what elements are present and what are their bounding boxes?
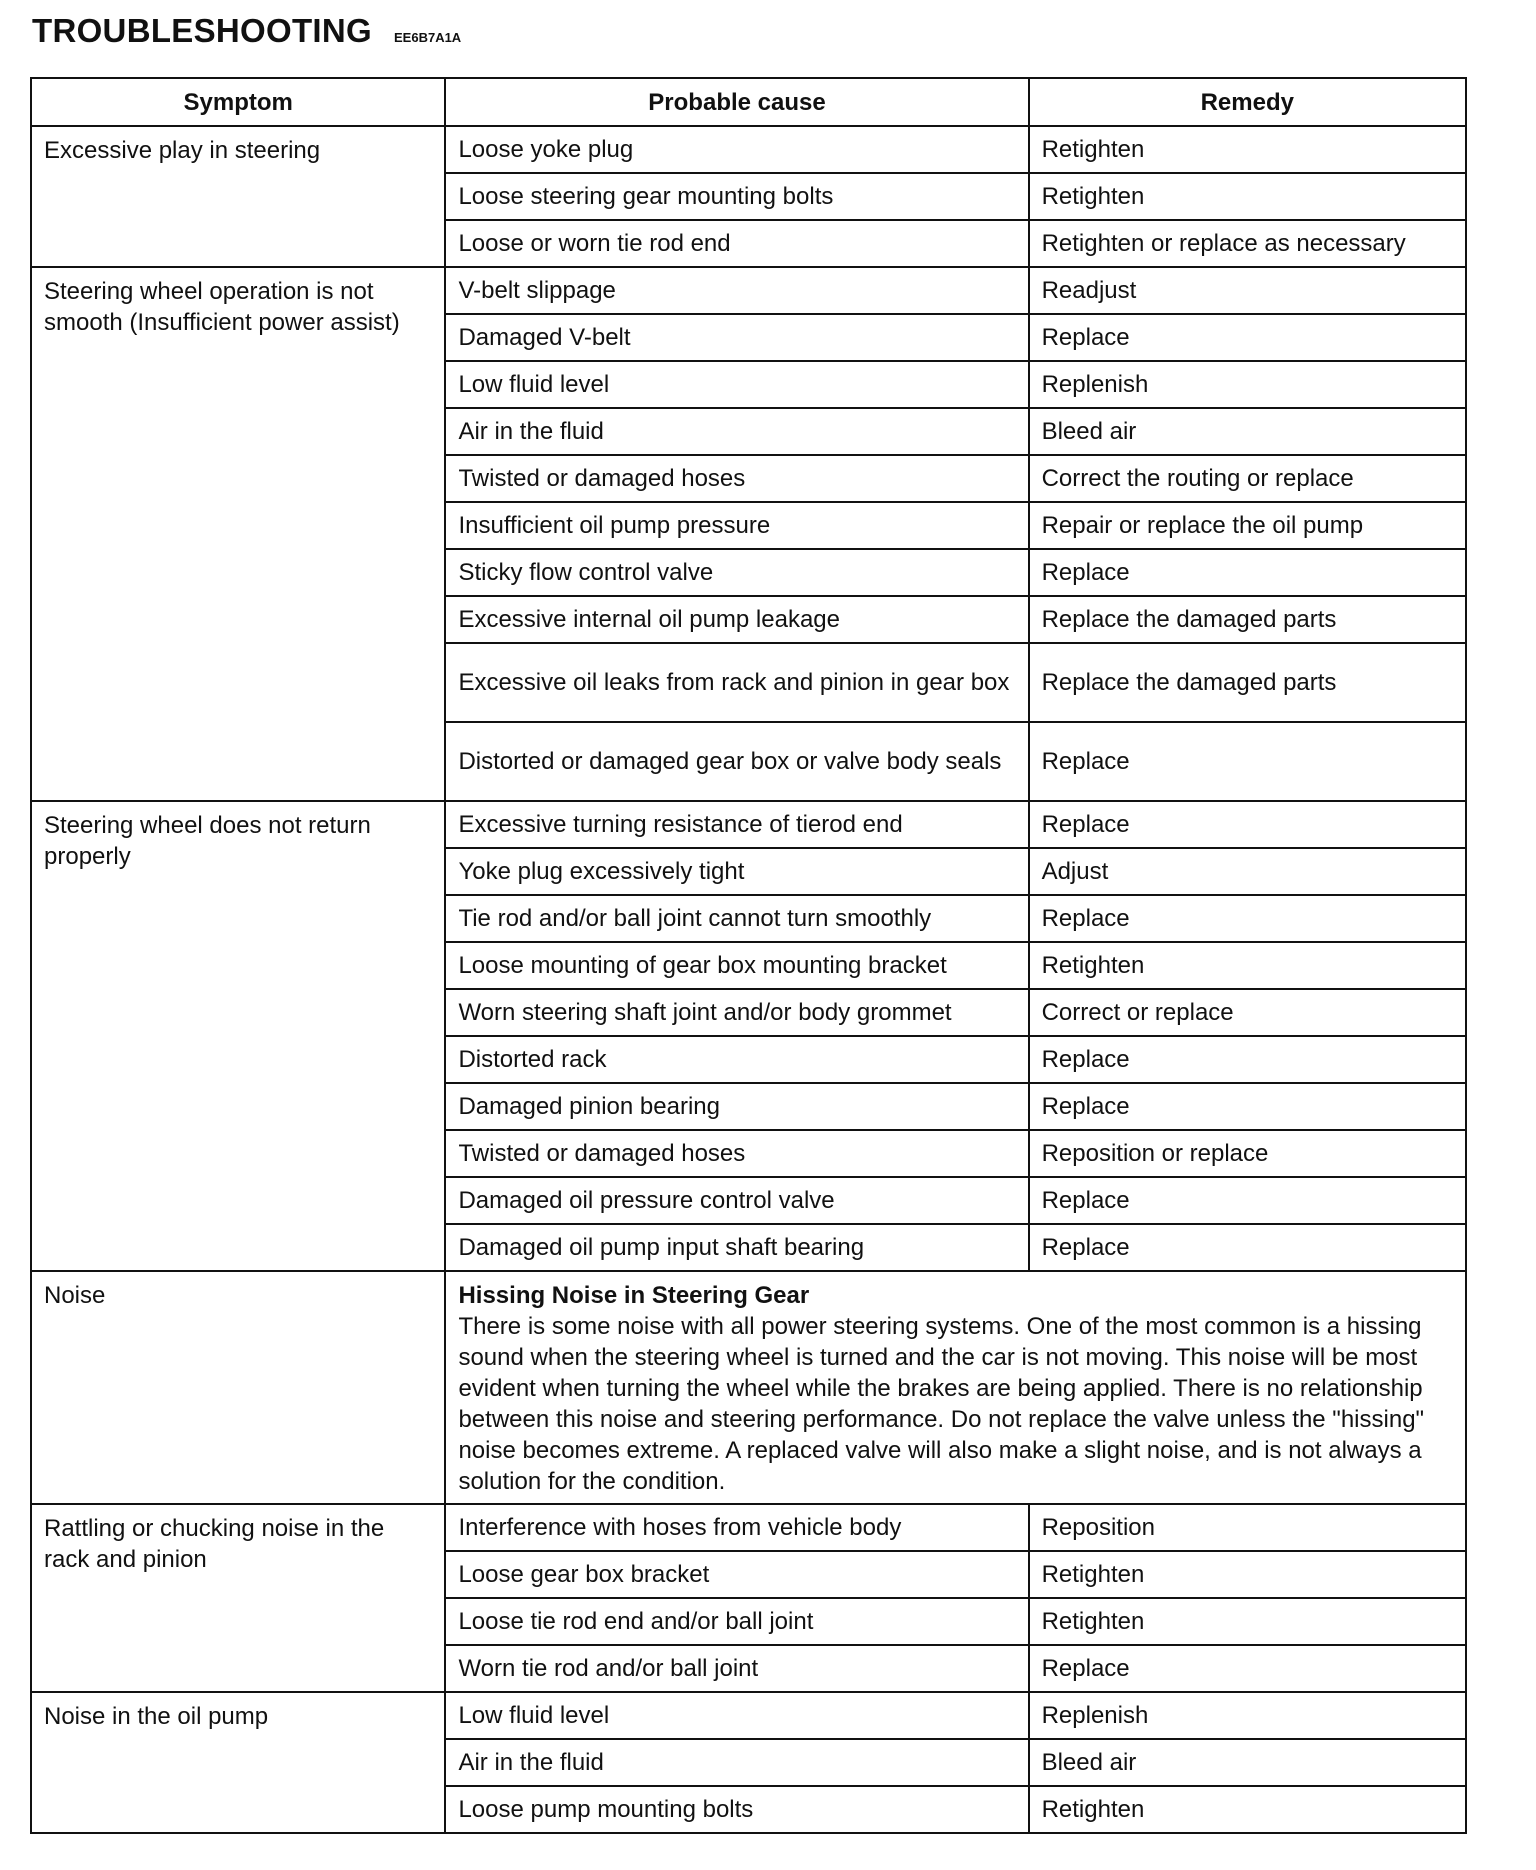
remedy-cell: Replace <box>1029 1645 1466 1692</box>
remedy-cell: Replace <box>1029 801 1466 848</box>
probable-cause-cell: Interference with hoses from vehicle body <box>445 1504 1028 1551</box>
probable-cause-cell: Air in the fluid <box>445 1739 1028 1786</box>
header-remedy: Remedy <box>1029 78 1466 126</box>
probable-cause-cell: Excessive oil leaks from rack and pinion in gear box <box>445 643 1028 722</box>
remedy-cell: Bleed air <box>1029 408 1466 455</box>
table-row <box>31 801 1466 848</box>
probable-cause-cell: Worn tie rod and/or ball joint <box>445 1645 1028 1692</box>
probable-cause-cell: Loose pump mounting bolts <box>445 1786 1028 1833</box>
note-text: There is some noise with all power steering systems. One of the most common is a hissing sound when the steering wheel is turned and the car is not moving. This noise will be most evident when turning the wheel while the brakes are being applied. There is no relationship between this noise and steering performance. Do not replace the valve unless the "hissing" noise becomes extreme. A replaced valve will also make a slight noise, and is not always a solution for the condition. <box>458 1313 1425 1495</box>
probable-cause-cell: Worn steering shaft joint and/or body grommet <box>445 989 1028 1036</box>
remedy-cell: Retighten <box>1029 1551 1466 1598</box>
probable-cause-cell: Yoke plug excessively tight <box>445 848 1028 895</box>
probable-cause-cell: Tie rod and/or ball joint cannot turn smoothly <box>445 895 1028 942</box>
probable-cause-cell: Low fluid level <box>445 1692 1028 1739</box>
remedy-cell: Correct the routing or replace <box>1029 455 1466 502</box>
probable-cause-cell: Loose gear box bracket <box>445 1551 1028 1598</box>
probable-cause-cell: Loose mounting of gear box mounting bracket <box>445 942 1028 989</box>
remedy-cell: Correct or replace <box>1029 989 1466 1036</box>
table-row <box>31 1271 1466 1504</box>
remedy-cell: Replace <box>1029 1224 1466 1271</box>
probable-cause-cell: Distorted or damaged gear box or valve body seals <box>445 722 1028 801</box>
probable-cause-cell: Excessive internal oil pump leakage <box>445 596 1028 643</box>
troubleshooting-table <box>30 77 1467 1834</box>
probable-cause-cell: Sticky flow control valve <box>445 549 1028 596</box>
probable-cause-cell: Excessive turning resistance of tierod end <box>445 801 1028 848</box>
probable-cause-cell: Loose or worn tie rod end <box>445 220 1028 267</box>
remedy-cell: Retighten <box>1029 1598 1466 1645</box>
probable-cause-cell: Twisted or damaged hoses <box>445 1130 1028 1177</box>
remedy-cell: Replenish <box>1029 361 1466 408</box>
probable-cause-cell: Insufficient oil pump pressure <box>445 502 1028 549</box>
symptom-cell: Rattling or chucking noise in the rack and pinion <box>31 1504 445 1692</box>
header-row <box>31 78 1466 126</box>
remedy-cell: Replace the damaged parts <box>1029 643 1466 722</box>
header-probable-cause: Probable cause <box>445 78 1028 126</box>
remedy-cell: Adjust <box>1029 848 1466 895</box>
remedy-cell: Replace <box>1029 722 1466 801</box>
table-row <box>31 126 1466 173</box>
remedy-cell: Replenish <box>1029 1692 1466 1739</box>
probable-cause-cell: Damaged V-belt <box>445 314 1028 361</box>
remedy-cell: Reposition <box>1029 1504 1466 1551</box>
remedy-cell: Replace <box>1029 1036 1466 1083</box>
table-row <box>31 1692 1466 1739</box>
section-code: EE6B7A1A <box>394 30 462 45</box>
remedy-cell: Retighten <box>1029 173 1466 220</box>
symptom-cell: Noise in the oil pump <box>31 1692 445 1833</box>
header-symptom: Symptom <box>31 78 445 126</box>
probable-cause-cell: Damaged oil pump input shaft bearing <box>445 1224 1028 1271</box>
note-title: Hissing Noise in Steering Gear <box>458 1282 810 1309</box>
probable-cause-cell: Damaged oil pressure control valve <box>445 1177 1028 1224</box>
remedy-cell: Retighten <box>1029 126 1466 173</box>
probable-cause-cell: Low fluid level <box>445 361 1028 408</box>
remedy-cell: Readjust <box>1029 267 1466 314</box>
page-title: TROUBLESHOOTING <box>32 12 372 49</box>
symptom-cell: Noise <box>31 1271 445 1504</box>
symptom-cell: Steering wheel operation is not smooth (Insufficient power assist) <box>31 267 445 801</box>
remedy-cell: Repair or replace the oil pump <box>1029 502 1466 549</box>
remedy-cell: Replace <box>1029 314 1466 361</box>
remedy-cell: Replace <box>1029 1083 1466 1130</box>
table-row <box>31 267 1466 314</box>
remedy-cell: Retighten <box>1029 942 1466 989</box>
probable-cause-cell: V-belt slippage <box>445 267 1028 314</box>
remedy-cell: Replace <box>1029 549 1466 596</box>
table-row <box>31 1504 1466 1551</box>
remedy-cell: Retighten or replace as necessary <box>1029 220 1466 267</box>
probable-cause-cell: Air in the fluid <box>445 408 1028 455</box>
remedy-cell: Replace the damaged parts <box>1029 596 1466 643</box>
remedy-cell: Retighten <box>1029 1786 1466 1833</box>
probable-cause-cell: Loose steering gear mounting bolts <box>445 173 1028 220</box>
symptom-cell: Excessive play in steering <box>31 126 445 267</box>
symptom-cell: Steering wheel does not return properly <box>31 801 445 1271</box>
remedy-cell: Reposition or replace <box>1029 1130 1466 1177</box>
remedy-cell: Bleed air <box>1029 1739 1466 1786</box>
remedy-cell: Replace <box>1029 1177 1466 1224</box>
probable-cause-cell: Loose tie rod end and/or ball joint <box>445 1598 1028 1645</box>
probable-cause-cell: Distorted rack <box>445 1036 1028 1083</box>
probable-cause-cell: Twisted or damaged hoses <box>445 455 1028 502</box>
probable-cause-cell: Loose yoke plug <box>445 126 1028 173</box>
remedy-cell: Replace <box>1029 895 1466 942</box>
note-cell <box>445 1271 1466 1504</box>
probable-cause-cell: Damaged pinion bearing <box>445 1083 1028 1130</box>
